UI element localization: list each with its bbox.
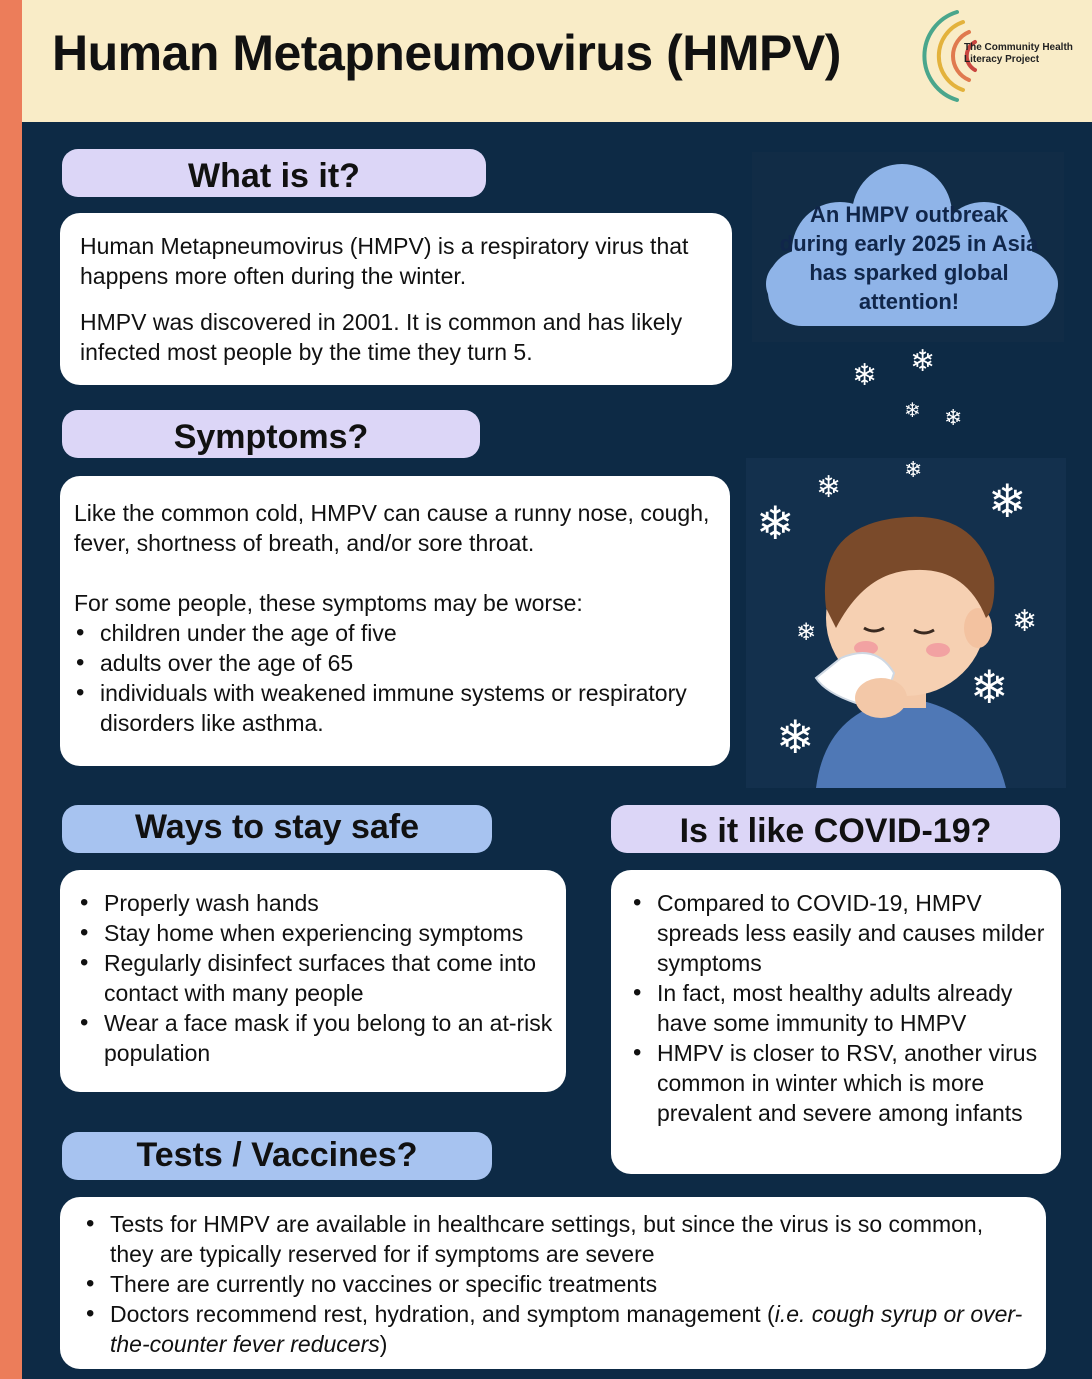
symptoms-card [60, 476, 730, 766]
list-item: • children under the age of five [74, 618, 716, 648]
list-item: • Wear a face mask if you belong to an at-risk population [78, 1008, 556, 1068]
symptoms-risk-intro: For some people, these symptoms may be worse: [74, 590, 583, 616]
snowflake-icon: ❄ [776, 710, 815, 764]
what-heading: What is it? [62, 149, 486, 197]
snowflake-icon: ❄ [816, 470, 842, 505]
list-item: • Tests for HMPV are available in healthcare settings, but since the virus is so common, they are typically reserved for if symptoms are severe [84, 1209, 1026, 1269]
snowflake-icon: ❄ [756, 496, 795, 550]
list-item: • Compared to COVID-19, HMPV spreads less easily and causes milder symptoms [631, 888, 1049, 978]
list-item: • Regularly disinfect surfaces that come into contact with many people [78, 948, 556, 1008]
list-item: • Doctors recommend rest, hydration, and symptom management (i.e. cough syrup or over-the-counter fever reducers) [84, 1299, 1026, 1359]
logo-text: The Community Health Literacy Project [964, 42, 1073, 65]
what-text-1: Human Metapneumovirus (HMPV) is a respiratory virus that happens more often during the winter. [80, 233, 689, 289]
accent-stripe [0, 0, 22, 1379]
snowflake-icon: ❄ [796, 618, 817, 646]
snowflake-icon: ❄ [988, 474, 1027, 528]
outbreak-text: An HMPV outbreak during early 2025 in Asia has sparked global attention! [779, 202, 1039, 314]
safe-card [60, 870, 566, 1092]
header [22, 0, 1092, 122]
symptoms-heading: Symptoms? [62, 410, 480, 458]
page-title: Human Metapneumovirus (HMPV) [52, 25, 841, 81]
tests-heading: Tests / Vaccines? [62, 1132, 492, 1180]
what-card [60, 213, 732, 385]
snowflake-icon: ❄ [904, 458, 923, 483]
safe-list [78, 888, 556, 1068]
list-item: • HMPV is closer to RSV, another virus common in winter which is more prevalent and severe among infants [631, 1038, 1049, 1128]
risk-list [74, 618, 716, 738]
symptoms-intro: Like the common cold, HMPV can cause a runny nose, cough, fever, shortness of breath, and/or sore throat. [74, 500, 710, 556]
snowflake-icon: ❄ [904, 398, 921, 422]
list-item: • Properly wash hands [78, 888, 556, 918]
snowflake-icon: ❄ [852, 358, 878, 393]
snowflake-icon: ❄ [970, 660, 1009, 714]
covid-heading: Is it like COVID-19? [611, 805, 1060, 853]
safe-heading: Ways to stay safe [62, 805, 492, 853]
snowflake-icon: ❄ [1012, 604, 1038, 639]
what-text-2: HMPV was discovered in 2001. It is common and has likely infected most people by the time they turn 5. [80, 309, 683, 365]
list-item: • individuals with weakened immune systems or respiratory disorders like asthma. [74, 678, 716, 738]
list-item: • In fact, most healthy adults already have some immunity to HMPV [631, 978, 1049, 1038]
snowflake-icon: ❄ [944, 406, 963, 431]
outbreak-callout [752, 152, 1064, 342]
covid-card [611, 870, 1061, 1174]
list-item: • adults over the age of 65 [74, 648, 716, 678]
covid-list [631, 888, 1049, 1128]
tests-list [84, 1209, 1026, 1359]
snowflake-icon: ❄ [910, 344, 936, 379]
list-item: • Stay home when experiencing symptoms [78, 918, 556, 948]
tests-card [60, 1197, 1046, 1369]
list-item: • There are currently no vaccines or specific treatments [84, 1269, 1026, 1299]
